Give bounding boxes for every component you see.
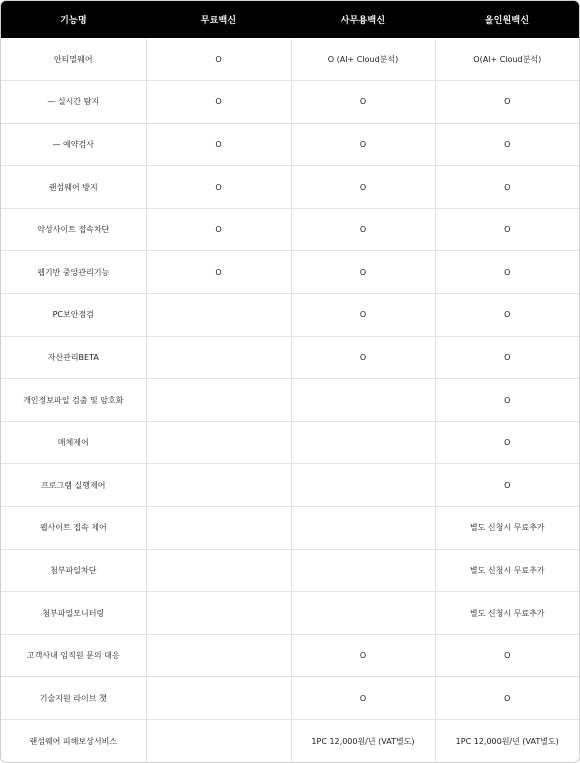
header-office-antivirus: 사무용백신: [340, 16, 386, 26]
office-antivirus-cell: O: [291, 166, 435, 209]
feature-name-cell: 프로그램 실행제어: [1, 464, 146, 507]
allinone-antivirus-cell: O: [435, 421, 579, 464]
free-antivirus-cell: [146, 549, 291, 592]
free-antivirus-cell: O: [146, 166, 291, 209]
free-antivirus-cell: [146, 592, 291, 635]
table-row: [1, 677, 579, 720]
office-antivirus-cell: [291, 592, 435, 635]
free-antivirus-cell: [146, 634, 291, 677]
header-feature-name: 기능명: [60, 16, 87, 26]
table-row: [1, 634, 579, 677]
table-row: [1, 294, 579, 337]
allinone-antivirus-cell: 별도 신청시 무료추가: [435, 592, 579, 635]
table-row: [1, 81, 579, 124]
header-allinone-antivirus: 올인원백신: [484, 16, 530, 26]
feature-name-cell: 안티멀웨어: [53, 54, 93, 64]
office-antivirus-cell: O: [291, 294, 435, 337]
allinone-antivirus-cell: O(AI+ Cloud분석): [435, 38, 579, 81]
office-antivirus-cell: [291, 421, 435, 464]
free-antivirus-cell: [146, 464, 291, 507]
office-antivirus-cell: [291, 507, 435, 550]
allinone-antivirus-cell: 별도 신청시 무료추가: [435, 507, 579, 550]
office-antivirus-cell: O: [291, 251, 435, 294]
table-row: [1, 379, 579, 422]
feature-name-cell: 고객사내 임직원 문의 대응: [1, 634, 146, 677]
feature-name-cell: — 실시간 탐지: [1, 81, 146, 124]
allinone-antivirus-cell: O: [435, 336, 579, 379]
allinone-antivirus-cell: O: [435, 464, 579, 507]
free-antivirus-cell: [146, 720, 291, 763]
feature-name-cell: 자산관리BETA: [1, 336, 146, 379]
office-antivirus-cell: O: [291, 208, 435, 251]
feature-name-cell: 첨부파일모니터링: [1, 592, 146, 635]
office-antivirus-cell: 1PC 12,000원/년 (VAT별도): [291, 720, 435, 763]
table-row: [1, 592, 579, 635]
allinone-antivirus-cell: O: [435, 81, 579, 124]
free-antivirus-cell: [146, 677, 291, 720]
allinone-antivirus-cell: 1PC 12,000원/년 (VAT별도): [435, 720, 579, 763]
allinone-antivirus-cell: O: [435, 251, 579, 294]
feature-name-cell: PC보안점검: [1, 294, 146, 337]
table-row: [1, 421, 579, 464]
office-antivirus-cell: O: [291, 81, 435, 124]
allinone-antivirus-cell: O: [435, 294, 579, 337]
feature-name-cell: 첨부파일차단: [1, 549, 146, 592]
feature-name-cell: — 예약검사: [1, 123, 146, 166]
office-antivirus-cell: O (AI+ Cloud분석): [291, 38, 435, 81]
feature-name-cell: 기술지원 라이브 챗: [1, 677, 146, 720]
free-antivirus-cell: O: [146, 208, 291, 251]
free-antivirus-cell: [146, 379, 291, 422]
allinone-antivirus-cell: O: [435, 208, 579, 251]
feature-name-cell: 랜섬웨어 방지: [1, 166, 146, 209]
office-antivirus-cell: O: [291, 123, 435, 166]
office-antivirus-cell: [291, 464, 435, 507]
table-row: [1, 336, 579, 379]
table-row: [1, 38, 579, 81]
office-antivirus-cell: O: [291, 677, 435, 720]
allinone-antivirus-cell: 별도 신청시 무료추가: [435, 549, 579, 592]
office-antivirus-cell: O: [291, 634, 435, 677]
allinone-antivirus-cell: O: [435, 379, 579, 422]
header-free-antivirus: 무료백신: [200, 16, 237, 26]
table-header-row: [1, 1, 579, 38]
table-row: [1, 123, 579, 166]
free-antivirus-cell: O: [146, 38, 291, 81]
free-antivirus-cell: [146, 421, 291, 464]
table-row: [1, 208, 579, 251]
table-row: [1, 251, 579, 294]
feature-name-cell: 웹기반 중앙관리기능: [1, 251, 146, 294]
allinone-antivirus-cell: O: [435, 123, 579, 166]
allinone-antivirus-cell: O: [435, 634, 579, 677]
table-row: [1, 166, 579, 209]
office-antivirus-cell: [291, 379, 435, 422]
free-antivirus-cell: [146, 336, 291, 379]
table-row: [1, 720, 579, 763]
free-antivirus-cell: O: [146, 251, 291, 294]
feature-name-cell: 개인정보파일 검출 및 암호화: [1, 379, 146, 422]
allinone-antivirus-cell: O: [435, 166, 579, 209]
free-antivirus-cell: O: [146, 81, 291, 124]
table-row: [1, 464, 579, 507]
office-antivirus-cell: O: [291, 336, 435, 379]
free-antivirus-cell: [146, 294, 291, 337]
feature-name-cell: 랜섬웨어 피해보상서비스: [1, 720, 146, 763]
feature-name-cell: 웹사이트 접속 제어: [1, 507, 146, 550]
allinone-antivirus-cell: O: [435, 677, 579, 720]
office-antivirus-cell: [291, 549, 435, 592]
table-row: [1, 549, 579, 592]
table-row: [1, 507, 579, 550]
free-antivirus-cell: O: [146, 123, 291, 166]
feature-name-cell: 악성사이트 접속차단: [1, 208, 146, 251]
free-antivirus-cell: [146, 507, 291, 550]
feature-name-cell: 매체제어: [1, 421, 146, 464]
